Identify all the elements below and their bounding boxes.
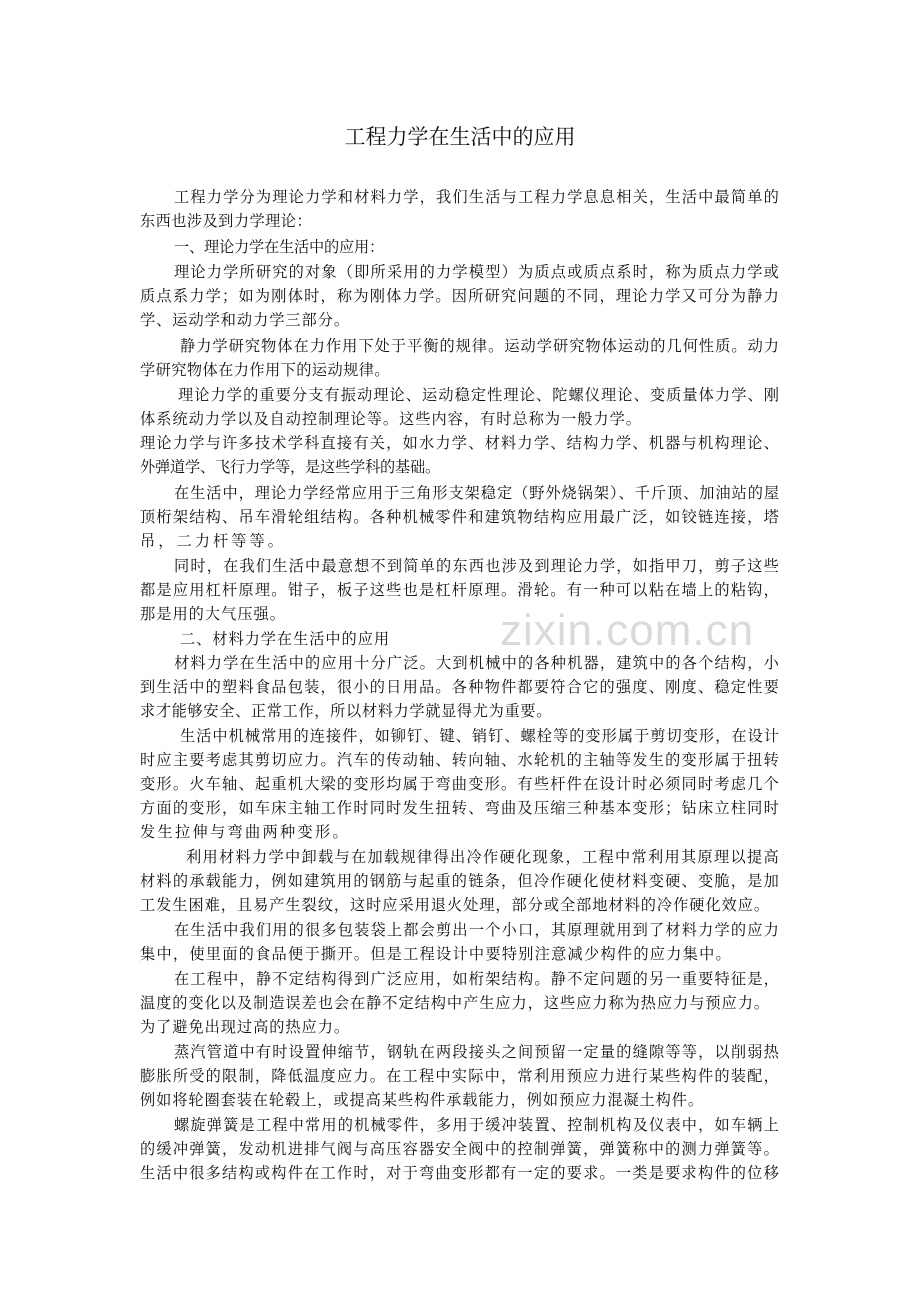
text-line: 材料的承载能力，例如建筑用的钢筋与起重的链条，但冷作硬化使材料变硬、变脆，是加 bbox=[140, 872, 780, 890]
text-line: 吊，二力杆等等。 bbox=[140, 532, 286, 550]
text-line: 东西也涉及到力学理论： bbox=[140, 212, 312, 230]
text-line: 到生活中的塑料食品包装，很小的日用品。各种物件都要符合它的强度、刚度、稳定性要 bbox=[140, 678, 780, 696]
text-line: 都是应用杠杆原理。钳子，板子这些也是杠杆原理。滑轮。有一种可以粘在墙上的粘钩， bbox=[140, 581, 780, 599]
text-line: 为了避免出现过高的热应力。 bbox=[140, 1018, 350, 1036]
text-line: 质点系力学；如为刚体时，称为刚体力学。因所研究问题的不同，理论力学又可分为静力 bbox=[140, 287, 780, 305]
text-line: 生活中机械常用的连接件，如铆钉、键、销钉、螺栓等的变形属于剪切变形，在设计 bbox=[180, 727, 780, 745]
text-line: 变形。火车轴、起重机大梁的变形均属于弯曲变形。有些杆件在设计时必须同时考虑几个 bbox=[140, 775, 780, 793]
text-line: 理论力学的重要分支有振动理论、运动稳定性理论、陀螺仪理论、变质量体力学、刚 bbox=[178, 386, 780, 404]
text-line: 一、理论力学在生活中的应用： bbox=[174, 238, 384, 256]
text-line: 利用材料力学中卸载与在加载规律得出冷作硬化现象，工程中常利用其原理以提高 bbox=[186, 848, 780, 866]
text-line: 集中，使里面的食品便于撕开。但是工程设计中要特别注意减少构件的应力集中。 bbox=[140, 945, 732, 963]
text-line: 材料力学在生活中的应用十分广泛。大到机械中的各种机器，建筑中的各个结构，小 bbox=[174, 654, 780, 672]
text-line: 膨胀所受的限制，降低温度应力。在工程中实际中，常利用预应力进行某些构件的装配， bbox=[140, 1067, 780, 1085]
watermark-text: zixin.com.cn bbox=[500, 606, 755, 655]
text-line: 在生活中我们用的很多包装袋上都会剪出一个小口，其原理就用到了材料力学的应力 bbox=[174, 921, 780, 939]
text-line: 方面的变形，如车床主轴工作时同时发生扭转、弯曲及压缩三种基本变形；钻床立柱同时 bbox=[140, 799, 780, 817]
text-line: 的缓冲弹簧，发动机进排气阀与高压容器安全阀中的控制弹簧，弹簧称中的测力弹簧等。 bbox=[140, 1140, 780, 1158]
text-line: 同时，在我们生活中最意想不到简单的东西也涉及到理论力学，如指甲刀，剪子这些 bbox=[174, 557, 780, 575]
text-line: 那是用的大气压强。 bbox=[140, 605, 286, 623]
text-line: 工程力学分为理论力学和材料力学，我们生活与工程力学息息相关，生活中最简单的 bbox=[174, 188, 780, 206]
text-line: 顶桁架结构、吊车滑轮组结构。各种机械零件和建筑物结构应用最广泛，如铰链连接，塔 bbox=[140, 508, 780, 526]
text-line: 外弹道学、飞行力学等，是这些学科的基础。 bbox=[140, 458, 440, 476]
text-line: 螺旋弹簧是工程中常用的机械零件，多用于缓冲装置、控制机构及仪表中，如车辆上 bbox=[174, 1116, 780, 1134]
text-line: 时应主要考虑其剪切应力。汽车的传动轴、转向轴、水轮机的主轴等发生的变形属于扭转 bbox=[140, 751, 780, 769]
text-line: 在生活中，理论力学经常应用于三角形支架稳定（野外烧锅架）、千斤顶、加油站的屋 bbox=[174, 484, 780, 502]
text-line: 静力学研究物体在力作用下处于平衡的规律。运动学研究物体运动的几何性质。动力 bbox=[180, 337, 780, 355]
text-line: 发生拉伸与弯曲两种变形。 bbox=[140, 823, 350, 841]
text-line: 生活中很多结构或构件在工作时，对于弯曲变形都有一定的要求。一类是要求构件的位移 bbox=[140, 1164, 780, 1182]
text-line: 二、材料力学在生活中的应用 bbox=[180, 630, 390, 648]
text-line: 例如将轮圈套装在轮毂上，或提高某些构件承载能力，例如预应力混凝土构件。 bbox=[140, 1091, 704, 1109]
text-line: 理论力学与许多技术学科直接有关，如水力学、材料力学、结构力学、机器与机构理论、 bbox=[140, 434, 780, 452]
text-line: 理论力学所研究的对象（即所采用的力学模型）为质点或质点系时，称为质点力学或 bbox=[174, 263, 780, 281]
text-line: 学研究物体在力作用下的运动规律。 bbox=[140, 361, 390, 379]
text-line: 求才能够安全、正常工作，所以材料力学就显得尤为重要。 bbox=[140, 702, 552, 720]
text-line: 学、运动学和动力学三部分。 bbox=[140, 311, 350, 329]
text-line: 工发生困难，且易产生裂纹，这时应采用退火处理，部分或全部地材料的冷作硬化效应。 bbox=[140, 896, 770, 914]
document-title: 工程力学在生活中的应用 bbox=[344, 125, 576, 149]
text-line: 蒸汽管道中有时设置伸缩节，钢轨在两段接头之间预留一定量的缝隙等等，以削弱热 bbox=[174, 1043, 780, 1061]
text-line: 在工程中，静不定结构得到广泛应用，如桁架结构。静不定问题的另一重要特征是， bbox=[174, 970, 780, 988]
text-line: 温度的变化以及制造误差也会在静不定结构中产生应力，这些应力称为热应力与预应力。 bbox=[140, 994, 770, 1012]
text-line: 体系统动力学以及自动控制理论等。这些内容，有时总称为一般力学。 bbox=[140, 410, 642, 428]
